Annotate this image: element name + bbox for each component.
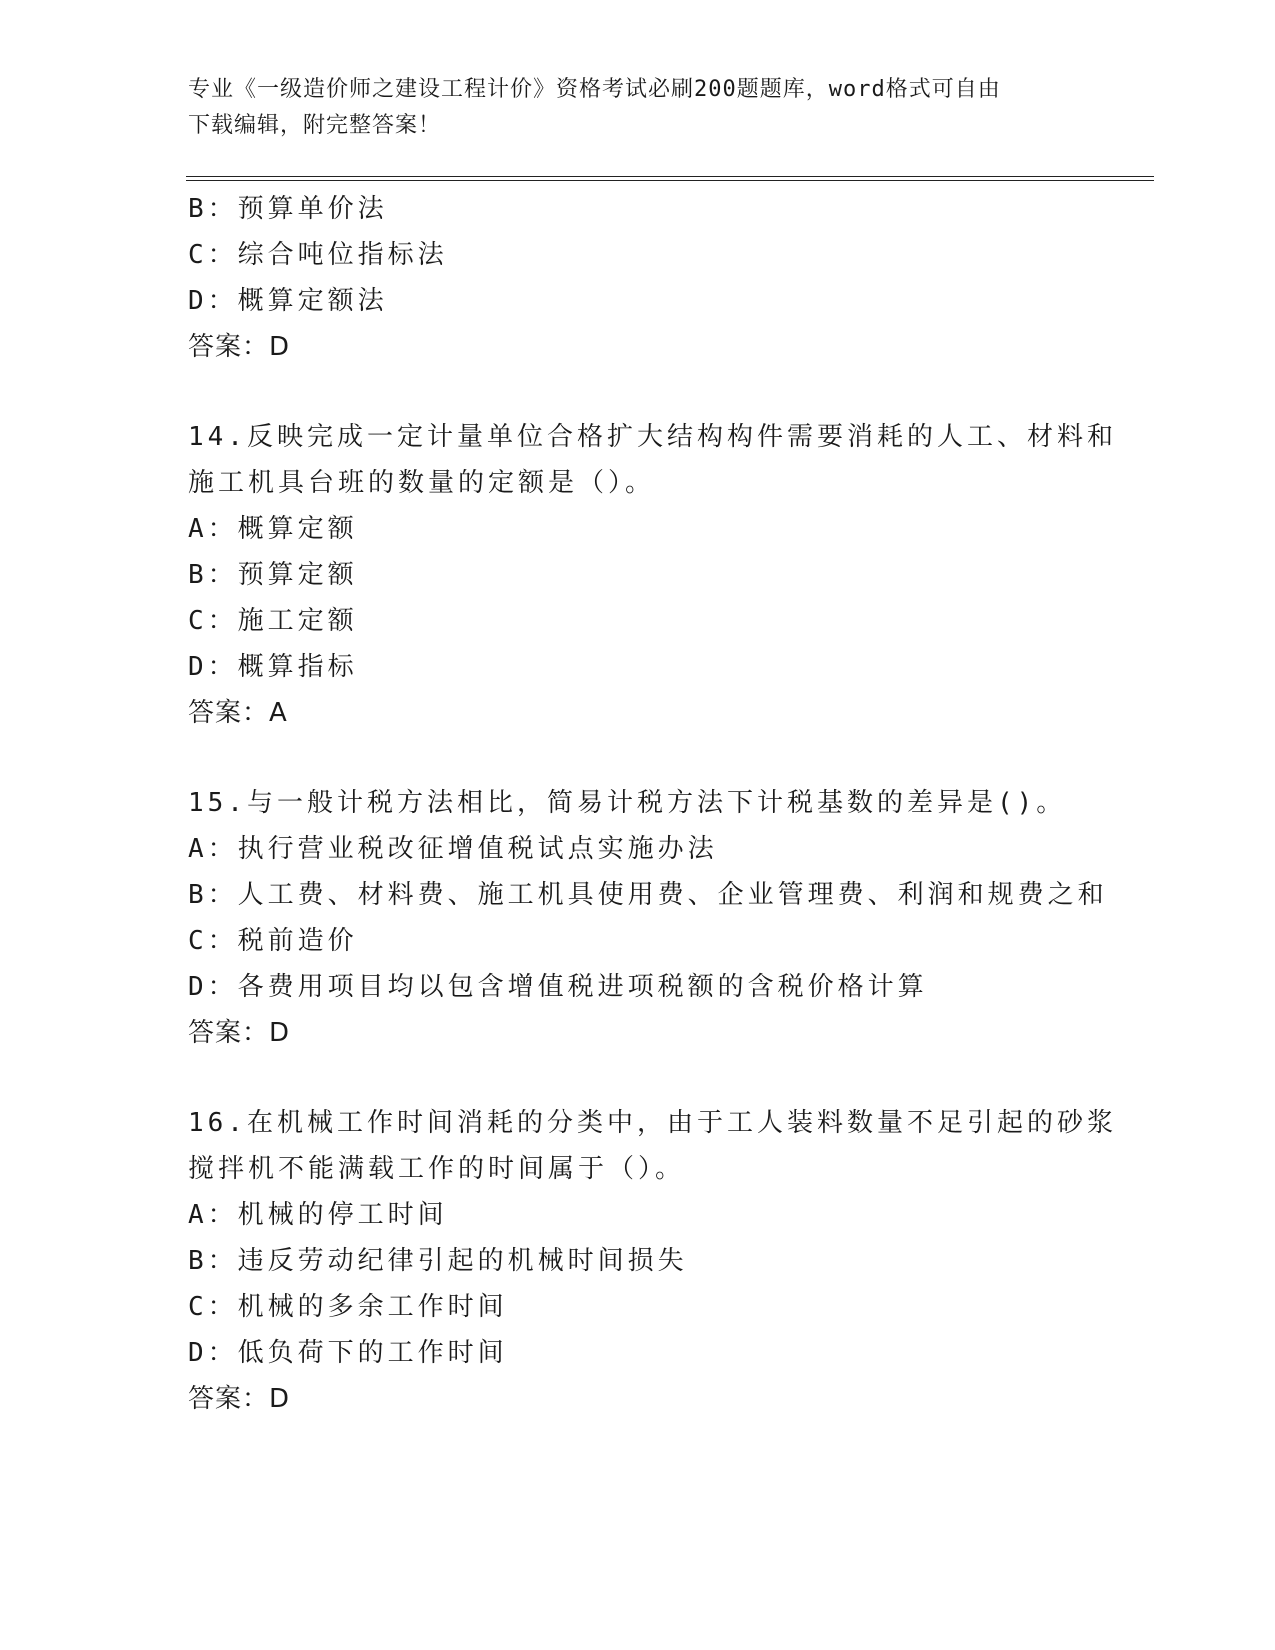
option-d: D：概算定额法 [188,286,388,316]
option-a: A：概算定额 [188,514,358,544]
question-stem-line: 施工机具台班的数量的定额是（）。 [188,468,656,498]
question-stem-line: 搅拌机不能满载工作的时间属于（）。 [188,1154,686,1184]
answer: 答案：A [188,698,288,728]
document-body [188,186,1117,1466]
question-13-continued [188,186,1088,370]
option-d: D：各费用项目均以包含增值税进项税额的含税价格计算 [188,972,928,1002]
header-divider [186,176,1154,181]
option-c: C：税前造价 [188,926,358,956]
option-c: C：施工定额 [188,606,358,636]
option-d: D：低负荷下的工作时间 [188,1338,508,1368]
answer: 答案：D [188,1384,291,1414]
option-c: C：机械的多余工作时间 [188,1292,508,1322]
answer: 答案：D [188,1018,291,1048]
question-15 [188,780,1108,1056]
header-line-1: 专业《一级造价师之建设工程计价》资格考试必刷200题题库，word格式可自由 [188,77,1001,102]
option-c: C：综合吨位指标法 [188,240,448,270]
option-d: D：概算指标 [188,652,358,682]
question-stem-line: 15.与一般计税方法相比，简易计税方法下计税基数的差异是()。 [188,788,1067,818]
option-b: B：预算单价法 [188,194,388,224]
option-b: B：违反劳动纪律引起的机械时间损失 [188,1246,688,1276]
page-header [188,72,1068,144]
answer: 答案：D [188,332,291,362]
question-stem-line: 16.在机械工作时间消耗的分类中，由于工人装料数量不足引起的砂浆 [188,1108,1117,1138]
option-b: B：人工费、材料费、施工机具使用费、企业管理费、利润和规费之和 [188,880,1108,910]
header-line-2: 下载编辑，附完整答案！ [188,113,442,138]
question-16 [188,1100,1117,1422]
option-b: B：预算定额 [188,560,358,590]
option-a: A：执行营业税改征增值税试点实施办法 [188,834,718,864]
question-stem-line: 14.反映完成一定计量单位合格扩大结构构件需要消耗的人工、材料和 [188,422,1117,452]
question-14 [188,414,1117,736]
option-a: A：机械的停工时间 [188,1200,448,1230]
